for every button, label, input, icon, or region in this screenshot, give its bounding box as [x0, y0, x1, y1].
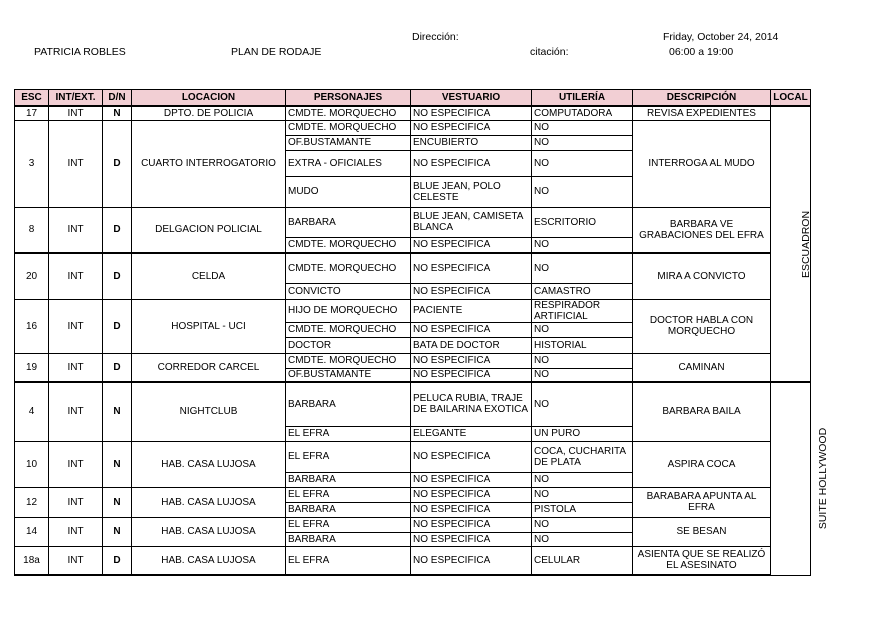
- location-cell: HAB. CASA LUJOSA: [132, 487, 286, 517]
- description-cell: CAMINAN: [633, 353, 771, 382]
- wardrobe-cell: BLUE JEAN, POLO CELESTE: [411, 176, 532, 207]
- character-cell: HIJO DE MORQUECHO: [286, 299, 411, 322]
- wardrobe-cell: NO ESPECIFICA: [411, 106, 532, 120]
- character-cell: CONVICTO: [286, 283, 411, 299]
- int-ext-cell: INT: [49, 253, 103, 299]
- props-cell: NO: [532, 135, 633, 150]
- wardrobe-cell: NO ESPECIFICA: [411, 322, 532, 337]
- description-cell: MIRA A CONVICTO: [633, 253, 771, 299]
- character-cell: DOCTOR: [286, 337, 411, 353]
- props-cell: ESCRITORIO: [532, 207, 633, 237]
- wardrobe-cell: NO ESPECIFICA: [411, 546, 532, 575]
- wardrobe-cell: NO ESPECIFICA: [411, 441, 532, 472]
- location-cell: CELDA: [132, 253, 286, 299]
- props-cell: NO: [532, 368, 633, 382]
- wardrobe-cell: BLUE JEAN, CAMISETA BLANCA: [411, 207, 532, 237]
- wardrobe-cell: NO ESPECIFICA: [411, 237, 532, 253]
- wardrobe-cell: NO ESPECIFICA: [411, 283, 532, 299]
- plan-title: PLAN DE RODAJE: [231, 46, 322, 58]
- table-row: [15, 517, 811, 532]
- int-ext-cell: INT: [49, 207, 103, 253]
- table-row: [15, 299, 811, 322]
- day-night-cell: N: [103, 441, 132, 487]
- props-cell: NO: [532, 532, 633, 546]
- day-night-cell: D: [103, 299, 132, 353]
- int-ext-cell: INT: [49, 120, 103, 207]
- props-cell: NO: [532, 237, 633, 253]
- wardrobe-cell: NO ESPECIFICA: [411, 353, 532, 368]
- day-night-cell: D: [103, 546, 132, 575]
- character-cell: CMDTE. MORQUECHO: [286, 253, 411, 283]
- description-cell: ASPIRA COCA: [633, 441, 771, 487]
- character-cell: EXTRA - OFICIALES: [286, 150, 411, 176]
- wardrobe-cell: NO ESPECIFICA: [411, 502, 532, 517]
- location-cell: NIGHTCLUB: [132, 382, 286, 441]
- character-cell: MUDO: [286, 176, 411, 207]
- character-cell: EL EFRA: [286, 426, 411, 441]
- scene-number: 8: [15, 207, 49, 253]
- director-name: PATRICIA ROBLES: [34, 46, 126, 58]
- props-cell: PISTOLA: [532, 502, 633, 517]
- character-cell: CMDTE. MORQUECHO: [286, 353, 411, 368]
- character-cell: BARBARA: [286, 532, 411, 546]
- day-night-cell: N: [103, 106, 132, 120]
- character-cell: CMDTE. MORQUECHO: [286, 106, 411, 120]
- header-local: LOCAL: [771, 90, 811, 107]
- props-cell: NO: [532, 150, 633, 176]
- scene-number: 19: [15, 353, 49, 382]
- character-cell: EL EFRA: [286, 517, 411, 532]
- props-cell: COCA, CUCHARITA DE PLATA: [532, 441, 633, 472]
- character-cell: EL EFRA: [286, 441, 411, 472]
- wardrobe-cell: NO ESPECIFICA: [411, 150, 532, 176]
- table-row: [15, 441, 811, 472]
- character-cell: OF.BUSTAMANTE: [286, 368, 411, 382]
- wardrobe-cell: BATA DE DOCTOR: [411, 337, 532, 353]
- props-cell: NO: [532, 472, 633, 487]
- citacion-label: citación:: [530, 46, 569, 58]
- location-cell: CUARTO INTERROGATORIO: [132, 120, 286, 207]
- character-cell: CMDTE. MORQUECHO: [286, 120, 411, 135]
- location-cell: HAB. CASA LUJOSA: [132, 546, 286, 575]
- scene-number: 4: [15, 382, 49, 441]
- description-cell: SE BESAN: [633, 517, 771, 546]
- props-cell: NO: [532, 353, 633, 368]
- wardrobe-cell: NO ESPECIFICA: [411, 517, 532, 532]
- wardrobe-cell: ELEGANTE: [411, 426, 532, 441]
- description-cell: BARBARA VE GRABACIONES DEL EFRA: [633, 207, 771, 253]
- description-cell: ASIENTA QUE SE REALIZÓ EL ASESINATO: [633, 546, 771, 575]
- props-cell: NO: [532, 120, 633, 135]
- table-row: [15, 106, 811, 120]
- scene-number: 16: [15, 299, 49, 353]
- int-ext-cell: INT: [49, 517, 103, 546]
- wardrobe-cell: ENCUBIERTO: [411, 135, 532, 150]
- table-row: [15, 487, 811, 502]
- location-cell: HAB. CASA LUJOSA: [132, 517, 286, 546]
- wardrobe-cell: NO ESPECIFICA: [411, 487, 532, 502]
- character-cell: BARBARA: [286, 382, 411, 426]
- props-cell: UN PURO: [532, 426, 633, 441]
- header-locacion: LOCACION: [132, 90, 286, 107]
- character-cell: BARBARA: [286, 472, 411, 487]
- int-ext-cell: INT: [49, 546, 103, 575]
- table-row: [15, 546, 811, 575]
- props-cell: CAMASTRO: [532, 283, 633, 299]
- local-label: ESCUADRON: [800, 210, 813, 278]
- header-esc: ESC: [15, 90, 49, 107]
- character-cell: CMDTE. MORQUECHO: [286, 237, 411, 253]
- header-vestuario: VESTUARIO: [411, 90, 532, 107]
- scene-number: 12: [15, 487, 49, 517]
- wardrobe-cell: PELUCA RUBIA, TRAJE DE BAILARINA EXOTICA: [411, 382, 532, 426]
- day-night-cell: N: [103, 382, 132, 441]
- header-personajes: PERSONAJES: [286, 90, 411, 107]
- local-cell: [771, 382, 830, 575]
- character-cell: BARBARA: [286, 207, 411, 237]
- location-cell: CORREDOR CARCEL: [132, 353, 286, 382]
- description-cell: DOCTOR HABLA CON MORQUECHO: [633, 299, 771, 353]
- description-cell: BARBARA BAILA: [633, 382, 771, 441]
- local-label: SUITE HOLLYWOOD: [817, 428, 830, 530]
- props-cell: HISTORIAL: [532, 337, 633, 353]
- scene-number: 14: [15, 517, 49, 546]
- character-cell: EL EFRA: [286, 487, 411, 502]
- shooting-schedule-table: [14, 89, 830, 576]
- day-night-cell: D: [103, 353, 132, 382]
- table-row: [15, 120, 811, 135]
- day-night-cell: D: [103, 207, 132, 253]
- table-row: [15, 353, 811, 368]
- character-cell: CMDTE. MORQUECHO: [286, 322, 411, 337]
- props-cell: NO: [532, 382, 633, 426]
- scene-number: 17: [15, 106, 49, 120]
- shoot-date: Friday, October 24, 2014: [663, 31, 779, 43]
- props-cell: NO: [532, 322, 633, 337]
- scene-number: 10: [15, 441, 49, 487]
- character-cell: EL EFRA: [286, 546, 411, 575]
- header-utileria: UTILERÍA: [532, 90, 633, 107]
- wardrobe-cell: NO ESPECIFICA: [411, 368, 532, 382]
- int-ext-cell: INT: [49, 299, 103, 353]
- description-cell: INTERROGA AL MUDO: [633, 120, 771, 207]
- wardrobe-cell: NO ESPECIFICA: [411, 532, 532, 546]
- int-ext-cell: INT: [49, 441, 103, 487]
- header-day-night: D/N: [103, 90, 132, 107]
- local-cell: [771, 106, 811, 382]
- int-ext-cell: INT: [49, 382, 103, 441]
- header-int-ext: INT/EXT.: [49, 90, 103, 107]
- props-cell: NO: [532, 176, 633, 207]
- scene-number: 20: [15, 253, 49, 299]
- table-row: [15, 253, 811, 283]
- location-cell: DPTO. DE POLICIA: [132, 106, 286, 120]
- location-cell: HAB. CASA LUJOSA: [132, 441, 286, 487]
- props-cell: COMPUTADORA: [532, 106, 633, 120]
- props-cell: NO: [532, 487, 633, 502]
- header-descripcion: DESCRIPCIÓN: [633, 90, 771, 107]
- wardrobe-cell: NO ESPECIFICA: [411, 472, 532, 487]
- description-cell: REVISA EXPEDIENTES: [633, 106, 771, 120]
- day-night-cell: N: [103, 487, 132, 517]
- location-cell: HOSPITAL - UCI: [132, 299, 286, 353]
- table-header-row: [15, 90, 811, 107]
- int-ext-cell: INT: [49, 487, 103, 517]
- call-hours: 06:00 a 19:00: [669, 46, 734, 58]
- wardrobe-cell: NO ESPECIFICA: [411, 120, 532, 135]
- scene-number: 3: [15, 120, 49, 207]
- description-cell: BARABARA APUNTA AL EFRA: [633, 487, 771, 517]
- day-night-cell: D: [103, 253, 132, 299]
- day-night-cell: N: [103, 517, 132, 546]
- props-cell: NO: [532, 517, 633, 532]
- table-row: [15, 207, 811, 237]
- int-ext-cell: INT: [49, 106, 103, 120]
- character-cell: BARBARA: [286, 502, 411, 517]
- location-cell: DELGACION POLICIAL: [132, 207, 286, 253]
- character-cell: OF.BUSTAMANTE: [286, 135, 411, 150]
- wardrobe-cell: PACIENTE: [411, 299, 532, 322]
- props-cell: CELULAR: [532, 546, 633, 575]
- scene-number: 18a: [15, 546, 49, 575]
- direccion-label: Dirección:: [412, 31, 459, 43]
- wardrobe-cell: NO ESPECIFICA: [411, 253, 532, 283]
- int-ext-cell: INT: [49, 353, 103, 382]
- day-night-cell: D: [103, 120, 132, 207]
- props-cell: NO: [532, 253, 633, 283]
- schedule-body: [15, 106, 830, 575]
- table-row: [15, 382, 811, 426]
- props-cell: RESPIRADOR ARTIFICIAL: [532, 299, 633, 322]
